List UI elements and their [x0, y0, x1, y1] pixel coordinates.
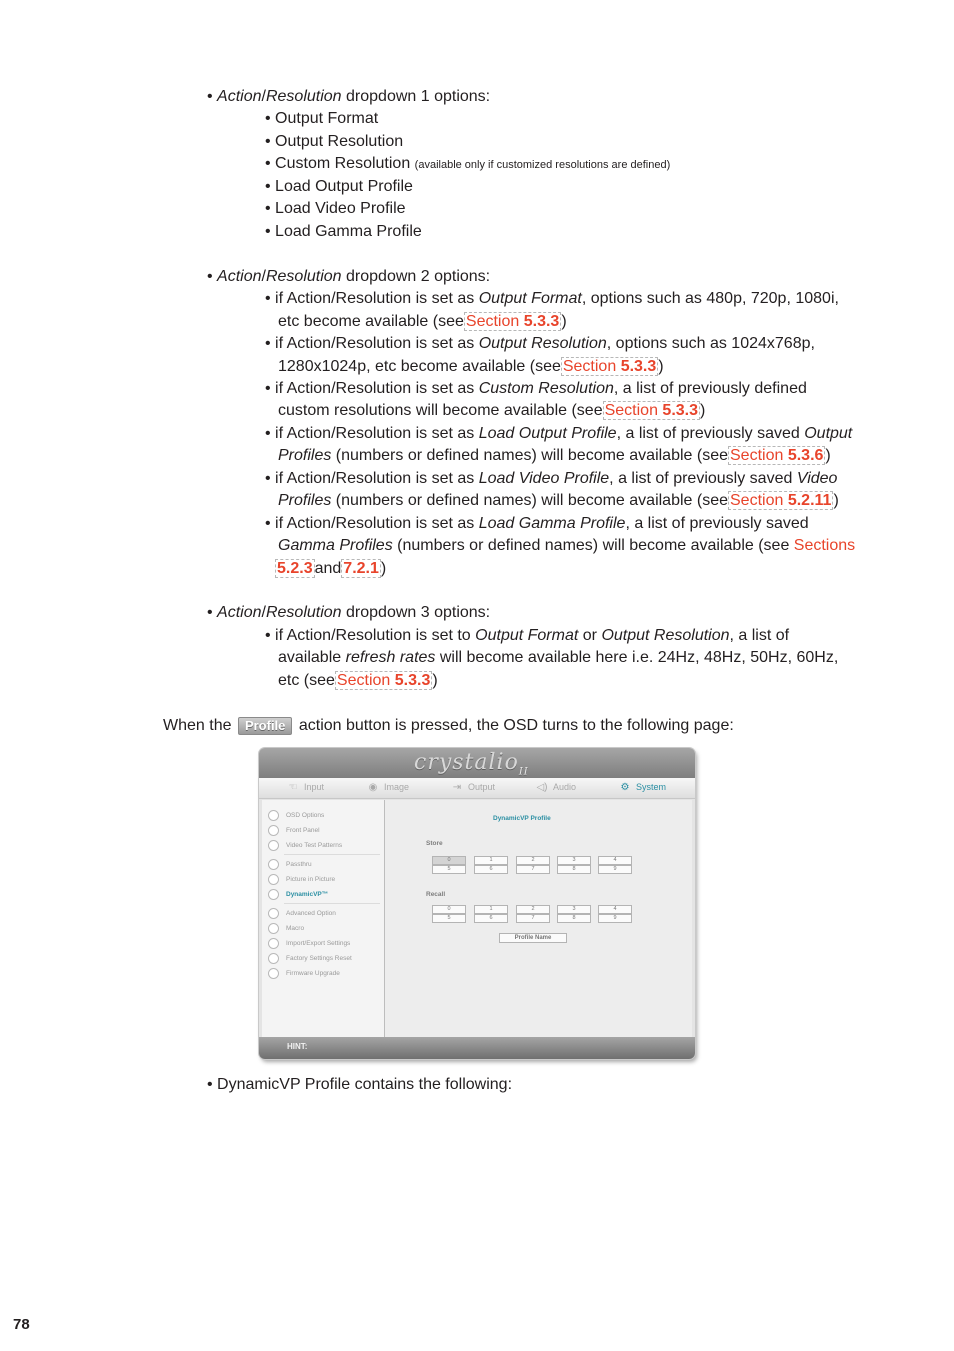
- tab-audio[interactable]: [535, 781, 576, 794]
- text: , a list of previously defined: [613, 380, 807, 397]
- tab-label: Audio: [553, 782, 577, 792]
- text: ): [833, 492, 839, 509]
- recall-button[interactable]: 9: [598, 914, 632, 923]
- recall-label: Recall: [426, 891, 446, 898]
- tab-label: Output: [468, 782, 496, 792]
- tab-system[interactable]: [618, 781, 666, 794]
- link-word: Section: [730, 447, 784, 464]
- recall-button[interactable]: 4: [598, 905, 632, 914]
- sub-bullet: • if Action/Resolution is set as Load Output Profile, a list of previously saved Output: [265, 425, 853, 442]
- panel-title: DynamicVP Profile: [493, 815, 551, 822]
- osd-tab-bar: [259, 778, 695, 799]
- recall-button[interactable]: 3: [557, 905, 591, 914]
- crystalio-logo: [414, 750, 529, 777]
- bullet-dropdown-3: • Action/Resolution dropdown 3 options:: [207, 604, 491, 621]
- text: ): [561, 313, 567, 330]
- recall-button[interactable]: 7: [516, 914, 550, 923]
- tab-output[interactable]: [450, 781, 495, 794]
- sub-bullet: • Output Format: [265, 110, 379, 127]
- sidebar-label: Factory Settings Reset: [286, 955, 352, 963]
- output-icon: ⇥: [452, 782, 462, 793]
- link-number: 5.3.3: [620, 358, 657, 375]
- sidebar-item-factory-reset[interactable]: [268, 953, 352, 964]
- sub-bullet: • Load Video Profile: [265, 200, 406, 217]
- sidebar-item-picture-in-picture[interactable]: [268, 874, 335, 885]
- italic-action: Action: [217, 268, 262, 285]
- section-link[interactable]: [728, 446, 825, 465]
- sub-bullet-cont: [278, 536, 855, 556]
- sub-bullet: • Load Output Profile: [265, 178, 413, 195]
- profile-name-button[interactable]: Profile Name: [499, 933, 567, 943]
- profile-button-image: Profile: [238, 717, 292, 735]
- sub-bullet: • Output Resolution: [265, 133, 404, 150]
- bullet-dropdown-1: • Action/Resolution dropdown 1 options:: [207, 88, 491, 105]
- italic-resolution: Resolution: [265, 604, 342, 621]
- sub-bullet-text: Load Gamma Profile: [275, 223, 422, 240]
- sub-bullet: • Custom Resolution (available only if customized resolutions are defined): [265, 155, 671, 172]
- sidebar-label: Passthru: [286, 861, 312, 869]
- text: if Action/Resolution is set as: [275, 470, 479, 487]
- text: etc become available (see: [278, 313, 464, 330]
- custom-resolution-note: (available only if customized resolutions are defined): [414, 159, 671, 171]
- text: ): [432, 672, 438, 689]
- sidebar-label: DynamicVP™: [286, 891, 329, 899]
- sub-bullet: • if Action/Resolution is set as Output Resolution, options such as 1024x768p,: [265, 335, 815, 352]
- sub-bullet-cont: [278, 671, 438, 691]
- sidebar-label: Import/Export Settings: [286, 940, 351, 948]
- text: if Action/Resolution is set as: [275, 515, 479, 532]
- sub-bullet-text: Custom Resolution: [275, 155, 411, 172]
- sidebar-item-video-test-patterns[interactable]: [268, 840, 342, 851]
- sub-bullet-text: Load Video Profile: [275, 200, 406, 217]
- sub-bullet-cont: [278, 648, 838, 668]
- sidebar-label: Video Test Patterns: [286, 842, 343, 850]
- store-button[interactable]: 0: [432, 856, 466, 865]
- text: ): [380, 560, 387, 577]
- sub-bullet-cont: [278, 446, 831, 466]
- link-word: Section: [562, 358, 617, 375]
- text: action button is pressed, the OSD turns to the following page:: [298, 717, 734, 734]
- recall-button[interactable]: 8: [557, 914, 591, 923]
- text: ): [658, 358, 664, 375]
- recall-button[interactable]: 1: [474, 905, 508, 914]
- sidebar-item-import-export[interactable]: [268, 938, 350, 949]
- italic-term: Output Resolution: [478, 335, 607, 352]
- sub-bullet-cont: [278, 357, 664, 377]
- osd-header: [259, 748, 695, 778]
- slash: /: [261, 604, 266, 621]
- italic-term: Output Format: [475, 627, 579, 644]
- sub-bullet-text: Load Output Profile: [275, 178, 413, 195]
- sub-bullet: • if Action/Resolution is set as Custom Resolution, a list of previously defined: [265, 380, 807, 397]
- text: ): [700, 402, 706, 419]
- text: , a list of previously saved: [616, 425, 805, 442]
- text: and: [314, 560, 342, 577]
- radio-icon: [268, 938, 279, 949]
- text: , a list of previously saved: [625, 515, 809, 532]
- radio-icon: [268, 889, 279, 900]
- italic-term: Load Video Profile: [478, 470, 610, 487]
- store-button[interactable]: 7: [516, 865, 550, 874]
- sidebar-item-dynamicvp[interactable]: [268, 889, 328, 900]
- text: etc (see: [278, 672, 335, 689]
- radio-icon: [268, 968, 279, 979]
- sidebar-item-front-panel[interactable]: [268, 825, 320, 836]
- italic-term: Video: [796, 470, 838, 487]
- section-link[interactable]: [341, 559, 381, 578]
- link-number: 5.3.3: [662, 402, 699, 419]
- link-word: Section: [604, 402, 658, 419]
- bullet-text: dropdown 2 options:: [341, 268, 491, 285]
- sub-bullet-cont: [275, 559, 386, 579]
- recall-button[interactable]: 2: [516, 905, 550, 914]
- osd-hint-bar: [259, 1037, 695, 1059]
- radio-icon: [268, 923, 279, 934]
- italic-term: Output Format: [478, 290, 582, 307]
- italic-term: Gamma Profiles: [278, 537, 393, 554]
- recall-button[interactable]: 6: [474, 914, 508, 923]
- sub-bullet-cont: [278, 491, 839, 511]
- sub-bullet: • if Action/Resolution is set as Load Video Profile, a list of previously saved Video: [265, 470, 838, 487]
- sub-bullet-text: Output Resolution: [275, 133, 404, 150]
- section-link[interactable]: [275, 559, 315, 578]
- text: if Action/Resolution is set to: [275, 627, 476, 644]
- link-number: 5.3.3: [523, 313, 560, 330]
- text: (numbers or defined names) will become available (see: [331, 447, 728, 464]
- sidebar-label: Front Panel: [286, 827, 320, 835]
- sub-bullet-cont: [278, 312, 567, 332]
- section-link[interactable]: [464, 312, 561, 331]
- page-number: 78: [13, 1316, 30, 1333]
- input-icon: ☜: [288, 782, 298, 793]
- italic-action: Action: [217, 604, 262, 621]
- radio-icon: [268, 859, 279, 870]
- store-button[interactable]: 2: [516, 856, 550, 865]
- section-link[interactable]: [603, 401, 700, 420]
- bullet-dynamicvp: • DynamicVP Profile contains the following:: [207, 1076, 513, 1093]
- bullet-dropdown-2: • Action/Resolution dropdown 2 options:: [207, 268, 491, 285]
- bullet-text: dropdown 3 options:: [341, 604, 491, 621]
- text: , options such as 480p, 720p, 1080i,: [581, 290, 839, 307]
- link-number: 5.3.3: [394, 672, 431, 689]
- sidebar-item-macro[interactable]: [268, 923, 304, 934]
- tab-input[interactable]: [286, 781, 324, 794]
- eye-icon: ◉: [368, 782, 378, 793]
- text: , a list of previously saved: [609, 470, 797, 487]
- italic-resolution: Resolution: [265, 88, 342, 105]
- text: (numbers or defined names) will become available (see: [331, 492, 728, 509]
- sidebar-item-passthru[interactable]: [268, 859, 312, 870]
- text: if Action/Resolution is set as: [275, 290, 479, 307]
- sidebar-label: Advanced Option: [286, 910, 336, 918]
- radio-icon: [268, 810, 279, 821]
- sidebar-divider: [284, 854, 380, 855]
- text: will become available here i.e. 24Hz, 48Hz, 50Hz, 60Hz,: [435, 649, 839, 666]
- text: available: [278, 649, 346, 666]
- radio-icon: [268, 953, 279, 964]
- store-button[interactable]: 9: [598, 865, 632, 874]
- osd-screenshot: [259, 748, 695, 1059]
- italic-term: Load Gamma Profile: [478, 515, 626, 532]
- logo-text: crystalio: [414, 750, 519, 775]
- sub-bullet-cont: [278, 401, 705, 421]
- italic-resolution: Resolution: [265, 268, 342, 285]
- store-button[interactable]: 6: [474, 865, 508, 874]
- tab-label: Image: [384, 782, 410, 792]
- speaker-icon: ◁): [536, 782, 548, 793]
- radio-icon: [268, 874, 279, 885]
- sidebar-label: Macro: [286, 925, 305, 933]
- link-number: 5.2.11: [787, 492, 832, 509]
- radio-icon: [268, 825, 279, 836]
- text: When the: [163, 717, 232, 734]
- sidebar-divider: [284, 903, 380, 904]
- link-number: 5.3.6: [787, 447, 824, 464]
- slash: /: [261, 88, 266, 105]
- recall-button[interactable]: 5: [432, 914, 466, 923]
- text: or: [578, 627, 602, 644]
- store-button[interactable]: 8: [557, 865, 591, 874]
- gear-icon: ⚙: [620, 782, 630, 793]
- italic-term: refresh rates: [345, 649, 436, 666]
- sub-bullet: • if Action/Resolution is set as Output Format, options such as 480p, 720p, 1080i,: [265, 290, 839, 307]
- italic-action: Action: [217, 88, 262, 105]
- sidebar-item-advanced-option[interactable]: [268, 908, 336, 919]
- sub-bullet: • if Action/Resolution is set as Load Gamma Profile, a list of previously saved: [265, 515, 809, 532]
- logo-sub: II: [518, 766, 529, 778]
- link-word: Section: [730, 492, 784, 509]
- italic-term: Output Resolution: [601, 627, 730, 644]
- sections-word: Sections: [793, 537, 856, 554]
- sub-bullet: • if Action/Resolution is set to Output Format or Output Resolution, a list of: [265, 627, 790, 644]
- italic-term: Output: [804, 425, 853, 442]
- text: if Action/Resolution is set as: [275, 425, 479, 442]
- text: if Action/Resolution is set as: [275, 335, 479, 352]
- link-word: Section: [465, 313, 520, 330]
- recall-button[interactable]: 0: [432, 905, 466, 914]
- link-number: 5.2.3: [277, 560, 313, 577]
- italic-term: Profiles: [278, 447, 332, 464]
- italic-term: Custom Resolution: [478, 380, 614, 397]
- sub-bullet-text: Output Format: [275, 110, 379, 127]
- store-button[interactable]: 5: [432, 865, 466, 874]
- store-button[interactable]: 1: [474, 856, 508, 865]
- osd-sidebar: [262, 800, 385, 1037]
- text: custom resolutions will become available (see: [278, 402, 603, 419]
- text: , options such as 1024x768p,: [606, 335, 815, 352]
- section-link[interactable]: [335, 671, 432, 690]
- section-link[interactable]: [728, 491, 833, 510]
- text: 1280x1024p, etc become available (see: [278, 358, 561, 375]
- sidebar-label: Firmware Upgrade: [286, 970, 340, 978]
- tab-label: Input: [304, 782, 325, 792]
- text: ): [825, 447, 831, 464]
- italic-term: Load Output Profile: [478, 425, 617, 442]
- store-button[interactable]: 3: [557, 856, 591, 865]
- link-number: 7.2.1: [343, 560, 379, 577]
- slash: /: [261, 268, 266, 285]
- store-label: Store: [426, 840, 443, 847]
- bullet-text: DynamicVP Profile contains the following:: [217, 1076, 513, 1093]
- text: , a list of: [729, 627, 790, 644]
- osd-main-panel: [385, 800, 692, 1037]
- tab-label: System: [636, 782, 667, 792]
- sidebar-label: OSD Options: [286, 812, 325, 820]
- sidebar-label: Picture in Picture: [286, 876, 336, 884]
- tab-image[interactable]: [366, 781, 409, 794]
- store-button[interactable]: 4: [598, 856, 632, 865]
- link-word: Section: [336, 672, 391, 689]
- bullet-text: dropdown 1 options:: [341, 88, 491, 105]
- radio-icon: [268, 908, 279, 919]
- sidebar-item-firmware-upgrade[interactable]: [268, 968, 340, 979]
- sub-bullet: • Load Gamma Profile: [265, 223, 422, 240]
- section-link[interactable]: [561, 357, 658, 376]
- profile-paragraph: [163, 716, 734, 736]
- text: (numbers or defined names) will become available (see: [392, 537, 794, 554]
- text: if Action/Resolution is set as: [275, 380, 479, 397]
- radio-icon: [268, 840, 279, 851]
- italic-term: Profiles: [278, 492, 332, 509]
- hint-label: HINT:: [287, 1042, 308, 1051]
- sidebar-item-osd-options[interactable]: [268, 810, 324, 821]
